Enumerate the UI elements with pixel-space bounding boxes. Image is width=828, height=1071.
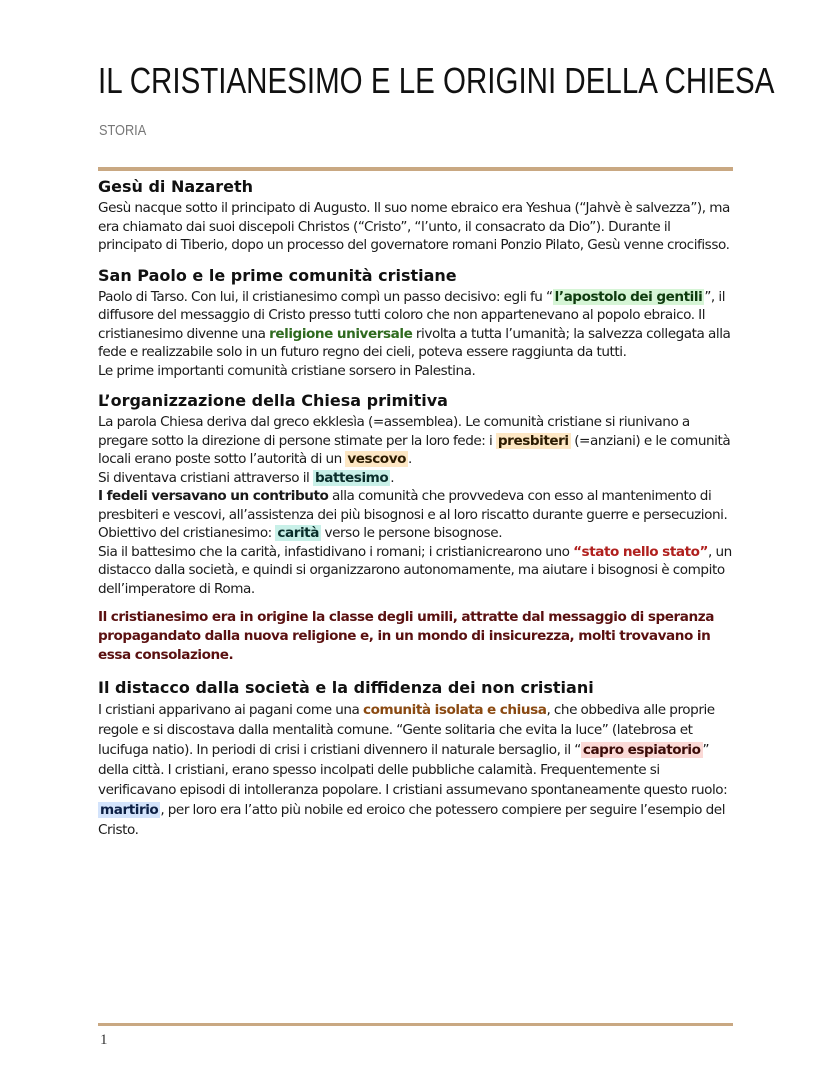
bottom-divider	[98, 1023, 733, 1026]
text-run: rivolta a tutta l’umanità; la salvezza collegata alla fede e realizzabile solo in un futuro regno dei cieli, poteva essere raggiunta da tutti.	[98, 325, 731, 360]
document-body	[98, 176, 738, 850]
highlight-martirio: martirio	[100, 802, 159, 818]
section-paragraph: Le prime importanti comunità cristiane sorsero in Palestina.	[98, 362, 476, 379]
highlight-stato-nello-stato: “stato nello stato”	[573, 543, 709, 560]
section-paragraph: Gesù nacque sotto il principato di Augusto. Il suo nome ebraico era Yeshua (“Jahvè è salvezza”), ma era chiamato dai suoi discepoli Christos (“Cristo”, “l’unto, il consacrato da Dio”). Durante il principato di Tiberio, dopo un processo del governatore romani Ponzio Pilato, Gesù venne crocifisso.	[98, 200, 730, 253]
section-paragraph	[98, 413, 738, 469]
text-run: I cristiani apparivano ai pagani come una	[98, 702, 363, 718]
page-number: 1	[100, 1032, 108, 1048]
page-title: IL CRISTIANESIMO E LE ORIGINI DELLA CHIESA	[98, 60, 775, 101]
text-run: alla comunità che provvedeva con esso al mantenimento di presbiteri e vescovi, all’assistenza dei più bisognosi e al loro riscatto durante guerre e persecuzioni. Obiettivo del cristianesimo:	[98, 488, 728, 541]
text-run: ” della città. I cristiani, erano spesso incolpati delle pubbliche calamità. Frequentemente si verificavano episodi di intolleranza popolare. I cristiani assumevano spontaneamente questo ruolo:	[98, 742, 728, 798]
section-paolo	[98, 265, 738, 381]
highlight-battesimo: battesimo	[314, 469, 389, 486]
text-run: Si diventava cristiani attraverso il	[98, 469, 313, 486]
section-heading: Il distacco dalla società e la diffidenza dei non cristiani	[98, 678, 594, 697]
section-heading: San Paolo e le prime comunità cristiane	[98, 265, 457, 285]
section-heading: Gesù di Nazareth	[98, 177, 254, 196]
text-run: Paolo di Tarso. Con lui, il cristianesimo compì un passo decisivo: egli fu “	[98, 288, 553, 305]
highlight-religione-universale: religione universale	[269, 325, 413, 342]
text-run: ”, il diffusore del messaggio di Cristo presso tutti coloro che non appartenevano al popolo ebraico. Il cristianesimo divenne una	[98, 288, 726, 342]
text-run: La parola Chiesa deriva dal greco ekklesìa (=assemblea). Le comunità cristiane si riunivano a pregare sotto la direzione di persone stimate per la loro fede: i	[98, 414, 690, 449]
highlight-capro-espiatorio: capro espiatorio	[582, 742, 701, 758]
section-paragraph	[98, 288, 738, 362]
highlight-carita: carità	[277, 525, 319, 541]
text-run: (=anziani) e le comunità locali erano poste sotto l’autorità di un	[98, 432, 731, 467]
section-paragraph	[98, 469, 738, 488]
section-paragraph	[98, 487, 738, 543]
text-run: Sia il battesimo che la carità, infastidivano i romani; i cristianicrearono uno	[98, 543, 574, 560]
top-divider	[98, 167, 733, 171]
text-run: , per loro era l’atto più nobile ed eroico che potessero compiere per seguire l’esempio del Cristo.	[98, 802, 726, 838]
section-gesu	[98, 176, 738, 255]
highlight-presbiteri: presbiteri	[497, 432, 569, 449]
highlight-vescovo: vescovo	[347, 451, 406, 467]
text-run: , un distacco dalla società, e quindi si organizzarono autonomamente, ma aiutare i bisognosi è compito dell’imperatore di Roma.	[98, 543, 732, 597]
section-paragraph	[98, 700, 738, 840]
highlight-apostolo: l’apostolo dei gentili	[554, 288, 703, 305]
highlight-comunita-isolata: comunità isolata e chiusa	[362, 702, 547, 718]
text-run: .	[408, 451, 412, 467]
section-heading: L’organizzazione della Chiesa primitiva	[98, 391, 448, 410]
section-paragraph	[98, 543, 738, 599]
summary-paragraph: Il cristianesimo era in origine la classe degli umili, attratte dal messaggio di speranza propagandato dalla nuova religione e, in un mondo di insicurezza, molti trovavano in essa consolazione.	[98, 609, 714, 663]
text-run: verso le persone bisognose.	[320, 525, 503, 541]
text-run: .	[390, 469, 395, 486]
section-distacco	[98, 677, 738, 840]
section-chiesa	[98, 390, 738, 598]
text-run: , che obbediva alle proprie regole e si discostava dalla mentalità comune. “Gente solitaria che evita la luce” (latebrosa et lucifuga natio). In periodi di crisi i cristiani divennero il naturale bersaglio, il “	[98, 702, 715, 758]
page-subtitle: STORIA	[99, 122, 147, 139]
bold-contributo: I fedeli versavano un contributo	[98, 488, 329, 504]
